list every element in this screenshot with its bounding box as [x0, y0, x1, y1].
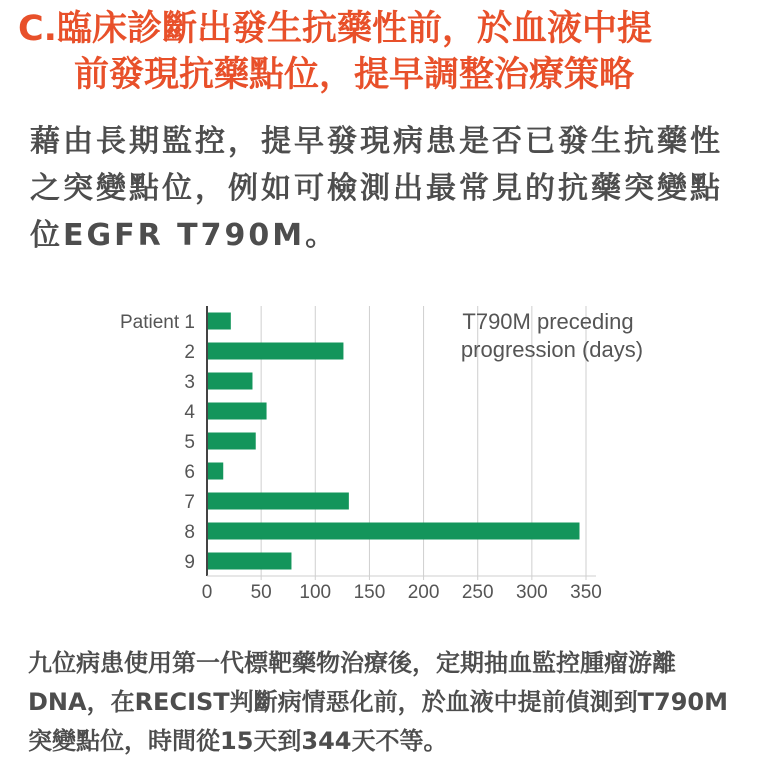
title-line-1: C.臨床診斷出發生抗藥性前，於血液中提: [18, 9, 652, 49]
category-label: 5: [184, 432, 195, 453]
bar: [207, 523, 580, 540]
x-tick-label: 150: [353, 582, 386, 603]
x-tick-label: 250: [461, 582, 494, 603]
category-label: 9: [184, 552, 195, 573]
x-tick-label: 100: [299, 582, 332, 603]
bar: [207, 343, 343, 360]
x-tick-label: 0: [201, 582, 213, 603]
category-label: Patient 1: [120, 312, 195, 333]
x-tick-label: 350: [570, 582, 602, 603]
page-title: [18, 6, 758, 98]
bar: [207, 553, 291, 570]
x-tick-label: 300: [516, 582, 548, 603]
bar: [207, 433, 256, 450]
category-label: 2: [184, 342, 195, 363]
annotation-line-1: T790M preceding: [462, 309, 634, 334]
x-tick-label: 200: [407, 582, 440, 603]
category-label: 4: [184, 402, 195, 423]
annotation-line-2: progression (days): [460, 337, 644, 362]
category-label: 7: [184, 492, 195, 513]
bar-chart: [0, 290, 772, 620]
category-labels: [120, 312, 195, 573]
category-label: 6: [184, 462, 195, 483]
x-tick-label: 50: [250, 582, 272, 603]
bar: [207, 493, 349, 510]
bar: [207, 463, 223, 480]
category-label: 3: [184, 372, 195, 393]
footer-paragraph: 九位病患使用第一代標靶藥物治療後，定期抽血監控腫瘤游離DNA，在RECIST判斷病情惡化前，於血液中提前偵測到T790M突變點位，時間從15天到344天不等。: [28, 649, 729, 755]
title-line-2: 前發現抗藥點位，提早調整治療策略: [74, 55, 635, 95]
bar: [207, 313, 231, 330]
bar: [207, 373, 252, 390]
x-tick-labels: [202, 582, 602, 603]
intro-paragraph: 藉由長期監控，提早發現病患是否已發生抗藥性之突變點位，例如可檢測出最常見的抗藥突變點位EGFR T790M。: [30, 124, 723, 253]
category-label: 8: [184, 522, 195, 543]
bar: [207, 403, 267, 420]
